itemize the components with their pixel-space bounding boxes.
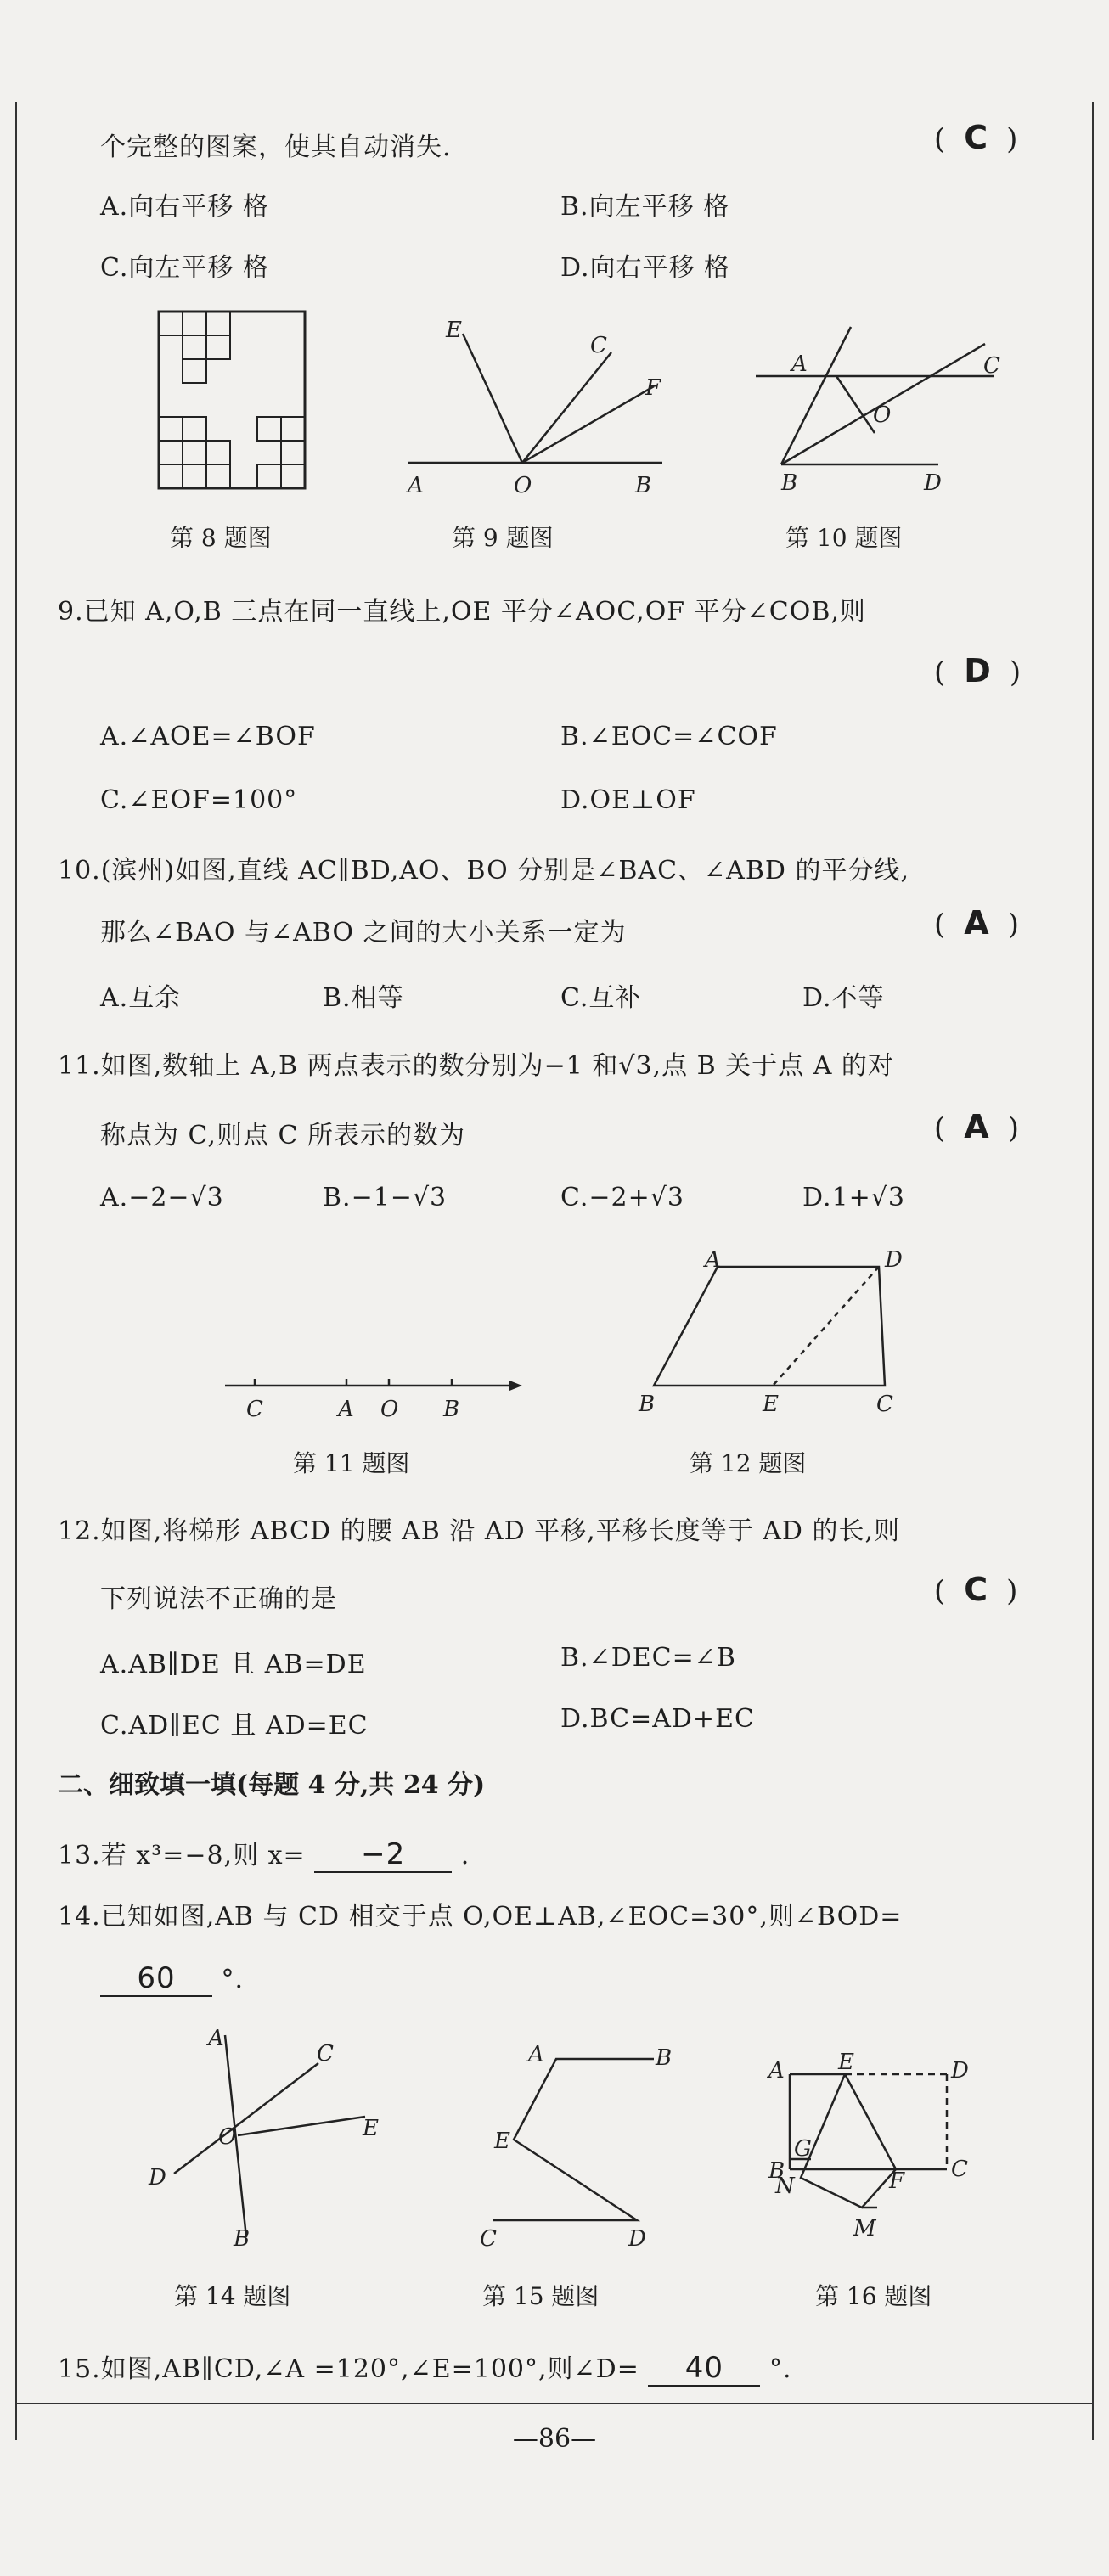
q12-answer-bracket: ( C ) (934, 1571, 1018, 1608)
q10-option-b: B.相等 (323, 983, 404, 1013)
q13-line (58, 1834, 470, 1873)
q11-option-b: B.−1−√3 (323, 1183, 448, 1212)
q9-option-b: B.∠EOC=∠COF (560, 722, 778, 751)
q14-stem-end: °. (221, 1965, 245, 1994)
fig16-label-m: M (853, 2216, 876, 2241)
figure-14-intersecting-lines (140, 2025, 395, 2250)
q9-option-a: A.∠AOE=∠BOF (100, 722, 316, 751)
caption-figure-14: 第 14 题图 (174, 2282, 291, 2310)
fig14-label-c: C (317, 2041, 334, 2067)
fig9-label-c: C (590, 333, 607, 358)
q10-answer-bracket: ( A ) (934, 904, 1019, 942)
caption-figure-9: 第 9 题图 (452, 524, 554, 552)
q10-option-c: C.互补 (560, 983, 642, 1013)
q8-answer: C (964, 119, 988, 156)
caption-figure-12: 第 12 题图 (690, 1449, 807, 1477)
fig14-label-b: B (234, 2226, 251, 2252)
fig9-label-b: B (635, 473, 652, 498)
q11-stem-line2: 称点为 C,则点 C 所表示的数为 (100, 1121, 465, 1150)
fig14-label-e: E (363, 2116, 379, 2141)
fig16-label-g: G (794, 2136, 812, 2162)
fig15-label-e: E (494, 2129, 510, 2154)
fig16-label-a: A (768, 2058, 785, 2084)
q12-option-d: D.BC=AD+EC (560, 1704, 755, 1734)
fig10-label-b: B (781, 470, 798, 496)
fig10-label-a: A (791, 352, 808, 377)
fig11-label-b: B (443, 1397, 460, 1422)
q10-option-d: D.不等 (802, 983, 885, 1013)
q11-option-d: D.1+√3 (802, 1183, 905, 1212)
figure-12-trapezoid (637, 1248, 917, 1426)
fig15-label-c: C (480, 2226, 497, 2252)
right-margin-line (1092, 102, 1094, 2440)
fig9-label-a: A (408, 473, 424, 498)
fig16-label-c: C (951, 2157, 968, 2182)
q12-stem-line2: 下列说法不正确的是 (100, 1584, 337, 1614)
fig15-label-b: B (656, 2045, 673, 2071)
q8-option-c: C.向左平移 格 (100, 253, 269, 283)
figure-8-grid (157, 310, 310, 492)
fig11-label-o: O (380, 1397, 399, 1422)
fig14-label-a: A (208, 2026, 224, 2051)
fig16-label-f: F (889, 2168, 905, 2194)
fig12-label-b: B (639, 1392, 656, 1417)
fig11-label-a: A (338, 1397, 354, 1422)
q12-stem-line1: 12.如图,将梯形 ABCD 的腰 AB 沿 AD 平移,平移长度等于 AD 的长,则 (58, 1516, 901, 1546)
figure-10-parallel (747, 318, 1002, 497)
q14-answer-blank: 60 (100, 1961, 212, 1997)
q8-option-a: A.向右平移 格 (100, 192, 269, 222)
fig14-label-d: D (149, 2165, 166, 2191)
q9-answer: D (964, 652, 991, 689)
q15-line (58, 2348, 792, 2387)
q12-option-b: B.∠DEC=∠B (560, 1643, 736, 1673)
q8-option-d: D.向右平移 格 (560, 253, 731, 283)
q11-stem-line1: 11.如图,数轴上 A,B 两点表示的数分别为−1 和√3,点 B 关于点 A 的对 (58, 1051, 894, 1081)
q11-option-c: C.−2+√3 (560, 1183, 684, 1212)
q8-option-b: B.向左平移 格 (560, 192, 730, 222)
fig10-label-d: D (924, 470, 942, 496)
q15-answer-blank: 40 (648, 2351, 760, 2387)
q14-answer-line (100, 1961, 244, 1997)
caption-figure-10: 第 10 题图 (785, 524, 903, 552)
fig16-label-n: N (775, 2174, 795, 2199)
q9-option-c: C.∠EOF=100° (100, 785, 298, 815)
fig10-label-c: C (983, 353, 1000, 379)
q10-option-a: A.互余 (100, 983, 182, 1013)
q9-stem: 9.已知 A,O,B 三点在同一直线上,OE 平分∠AOC,OF 平分∠COB,则 (58, 597, 866, 627)
q8-stem: 个完整的图案，使其自动消失. (100, 132, 452, 162)
fig12-label-c: C (876, 1392, 893, 1417)
figure-15-parallel-zigzag (476, 2038, 696, 2250)
q11-option-a: A.−2−√3 (100, 1183, 224, 1212)
q11-answer-bracket: ( A ) (934, 1108, 1019, 1145)
q15-stem: 15.如图,AB∥CD,∠A =120°,∠E=100°,则∠D= (58, 2354, 639, 2384)
q15-stem-end: °. (768, 2354, 792, 2384)
figure-16-folded-rectangle (760, 2050, 989, 2254)
figure-9-angles (399, 318, 679, 497)
q13-stem: 13.若 x³=−8,则 x= (58, 1841, 306, 1870)
left-margin-line (15, 102, 17, 2440)
q10-stem-line1: 10.(滨州)如图,直线 AC∥BD,AO、BO 分别是∠BAC、∠ABD 的平分线, (58, 856, 909, 886)
fig16-label-d: D (951, 2058, 969, 2084)
caption-figure-8: 第 8 题图 (170, 524, 272, 552)
page-number: —86— (512, 2424, 597, 2454)
q9-answer-bracket: ( D ) (934, 652, 1022, 689)
fig9-label-e: E (446, 318, 462, 343)
bottom-rule (15, 2403, 1094, 2404)
fig14-label-o: O (218, 2124, 237, 2150)
fig10-label-o: O (873, 402, 892, 428)
fig16-label-e: E (838, 2050, 854, 2075)
fig12-label-e: E (763, 1392, 779, 1417)
q12-option-c: C.AD∥EC 且 AD=EC (100, 1711, 369, 1741)
fig9-label-o: O (514, 473, 532, 498)
caption-figure-15: 第 15 题图 (482, 2282, 600, 2310)
q8-answer-bracket: ( C ) (934, 119, 1018, 156)
q11-answer: A (964, 1108, 989, 1145)
caption-figure-16: 第 16 题图 (815, 2282, 932, 2310)
q9-option-d: D.OE⊥OF (560, 785, 696, 815)
q10-answer: A (964, 904, 989, 942)
q13-answer-blank: −2 (314, 1837, 452, 1873)
q12-answer: C (964, 1571, 988, 1608)
fig11-label-c: C (246, 1397, 263, 1422)
fig12-label-d: D (885, 1247, 903, 1273)
fig15-label-a: A (528, 2042, 544, 2067)
q14-stem: 14.已知如图,AB 与 CD 相交于点 O,OE⊥AB,∠EOC=30°,则∠BOD= (58, 1902, 903, 1932)
section-2-title: 二、细致填一填(每题 4 分,共 24 分) (58, 1770, 486, 1800)
fig16-label-b: B (768, 2158, 785, 2184)
fig15-label-d: D (628, 2226, 646, 2252)
q10-stem-line2: 那么∠BAO 与∠ABO 之间的大小关系一定为 (100, 918, 627, 948)
fig9-label-f: F (645, 375, 661, 401)
fig12-label-a: A (705, 1247, 721, 1273)
q12-option-a: A.AB∥DE 且 AB=DE (100, 1650, 367, 1679)
figure-11-number-line (221, 1367, 526, 1426)
q13-stem-end: . (460, 1841, 470, 1870)
caption-figure-11: 第 11 题图 (293, 1449, 410, 1477)
